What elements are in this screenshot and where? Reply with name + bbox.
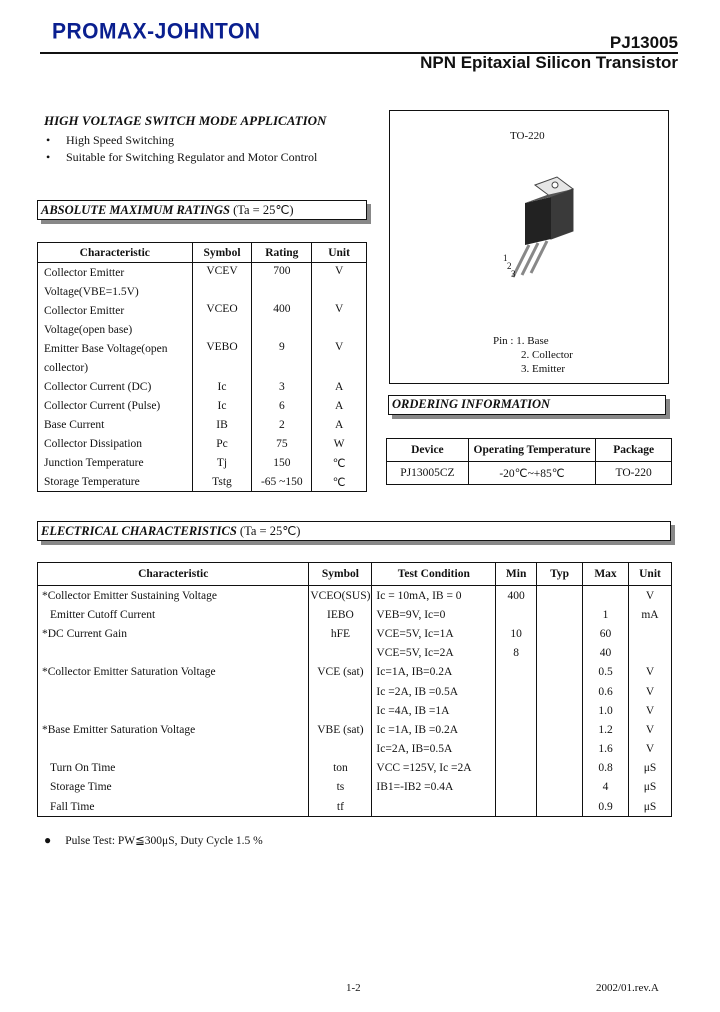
pin-list-3: 3. Emitter	[521, 363, 565, 375]
cell-symbol: VBE (sat)	[309, 720, 372, 739]
table-row	[38, 339, 367, 358]
table-row	[38, 586, 672, 606]
cell-condition: VCE=5V, Ic=1A	[372, 624, 496, 643]
cell-symbol: VEBO	[192, 339, 252, 377]
cell-condition: Ic=2A, IB=0.5A	[372, 740, 496, 759]
cell-rating: 6	[252, 396, 312, 415]
cell-unit: A	[312, 415, 367, 434]
cell-min	[496, 701, 537, 720]
cell-unit: A	[312, 377, 367, 396]
abs-max-cond: (Ta = 25℃)	[233, 203, 294, 217]
table-row	[38, 263, 367, 283]
col-unit: Unit	[312, 243, 367, 263]
cell-unit: V	[312, 263, 367, 302]
cell-unit: V	[628, 701, 671, 720]
cell-min	[496, 720, 537, 739]
col-typ: Typ	[537, 563, 583, 586]
cell-char: Collector Dissipation	[44, 437, 143, 450]
cell-symbol: ton	[309, 759, 372, 778]
elec-title: ELECTRICAL CHARACTERISTICS	[41, 524, 237, 538]
cell-condition: Ic =2A, IB =0.5A	[372, 682, 496, 701]
table-row	[38, 453, 367, 472]
col-operating-temperature: Operating Temperature	[468, 439, 595, 462]
cell-unit: ℃	[312, 453, 367, 472]
ordering-section-header	[388, 395, 666, 415]
elec-table-body	[38, 586, 672, 817]
cell-max: 4	[583, 778, 629, 797]
cell-char: Voltage(open base)	[44, 323, 133, 336]
pin-list-2: 2. Collector	[521, 349, 573, 361]
cell-unit: V	[628, 586, 671, 606]
cell-symbol	[309, 644, 372, 663]
cell-char: Collector Current (Pulse)	[44, 399, 161, 412]
cell-unit: V	[628, 682, 671, 701]
elec-cond: (Ta = 25℃)	[239, 524, 301, 538]
table-row	[38, 415, 367, 434]
abs-max-title-wrap	[41, 202, 294, 218]
part-number: PJ13005	[609, 33, 678, 52]
cell-temperature: -20℃~+85℃	[468, 462, 595, 485]
cell-unit: A	[312, 396, 367, 415]
col-max: Max	[583, 563, 629, 586]
cell-symbol: IEBO	[309, 605, 372, 624]
cell-rating: 400	[252, 301, 312, 339]
cell-typ	[537, 720, 583, 739]
cell-symbol	[309, 740, 372, 759]
application-title: HIGH VOLTAGE SWITCH MODE APPLICATION	[44, 113, 327, 128]
cell-min: 8	[496, 644, 537, 663]
cell-max: 0.8	[583, 759, 629, 778]
cell-symbol: Ic	[192, 396, 252, 415]
cell-condition: VEB=9V, Ic=0	[372, 605, 496, 624]
table-row	[38, 701, 672, 720]
cell-unit: μS	[628, 778, 671, 797]
table-row	[38, 797, 672, 817]
cell-max: 1.6	[583, 740, 629, 759]
cell-unit	[628, 624, 671, 643]
cell-rating: 75	[252, 434, 312, 453]
cell-char: Voltage(VBE=1.5V)	[44, 285, 139, 298]
cell-unit: W	[312, 434, 367, 453]
cell-char: Collector Current (DC)	[44, 380, 152, 393]
cell-symbol: VCEV	[192, 263, 252, 302]
cell-symbol: VCE (sat)	[309, 663, 372, 682]
bullet-text: High Speed Switching	[66, 133, 174, 147]
table-row	[38, 377, 367, 396]
cell-char: Fall Time	[50, 800, 95, 813]
cell-max	[583, 586, 629, 606]
cell-char: Emitter Base Voltage(open	[44, 342, 168, 355]
cell-min: 10	[496, 624, 537, 643]
table-row	[38, 434, 367, 453]
bullet-text: Suitable for Switching Regulator and Motor Control	[66, 150, 318, 164]
table-row	[38, 682, 672, 701]
pulse-test-text: Pulse Test: PW≦300μS, Duty Cycle 1.5 %	[65, 835, 263, 847]
cell-unit: μS	[628, 759, 671, 778]
bullet-icon: •	[46, 133, 51, 147]
cell-char: collector)	[44, 361, 89, 374]
cell-symbol: Pc	[192, 434, 252, 453]
cell-unit: μS	[628, 797, 671, 817]
cell-typ	[537, 605, 583, 624]
cell-condition: VCC =125V, Ic =2A	[372, 759, 496, 778]
cell-max: 0.6	[583, 682, 629, 701]
cell-typ	[537, 797, 583, 817]
package-name: TO-220	[510, 130, 545, 142]
ordering-table	[386, 438, 672, 485]
cell-symbol: Tstg	[192, 472, 252, 492]
cell-char: Junction Temperature	[44, 456, 144, 469]
cell-max: 0.9	[583, 797, 629, 817]
cell-min	[496, 605, 537, 624]
cell-char: *DC Current Gain	[42, 627, 127, 640]
cell-char: *Base Emitter Saturation Voltage	[42, 723, 196, 736]
cell-symbol: VCEO(SUS)	[309, 586, 372, 606]
col-characteristic: Characteristic	[38, 243, 193, 263]
col-symbol: Symbol	[309, 563, 372, 586]
cell-typ	[537, 663, 583, 682]
cell-char	[38, 682, 309, 701]
cell-max: 1	[583, 605, 629, 624]
cell-typ	[537, 682, 583, 701]
company-logo: PROMAX-JOHNTON	[52, 19, 261, 44]
cell-symbol: tf	[309, 797, 372, 817]
cell-min	[496, 682, 537, 701]
col-unit: Unit	[628, 563, 671, 586]
cell-min	[496, 797, 537, 817]
bullet-item	[46, 150, 317, 165]
abs-max-title: ABSOLUTE MAXIMUM RATINGS	[41, 203, 230, 217]
cell-unit: mA	[628, 605, 671, 624]
col-min: Min	[496, 563, 537, 586]
cell-typ	[537, 644, 583, 663]
cell-rating: 9	[252, 339, 312, 377]
cell-unit: V	[628, 740, 671, 759]
cell-unit: V	[312, 301, 367, 339]
cell-rating: 2	[252, 415, 312, 434]
pin-list-1: Pin : 1. Base	[493, 335, 549, 347]
cell-max: 1.2	[583, 720, 629, 739]
cell-char: *Collector Emitter Sustaining Voltage	[42, 589, 217, 602]
table-row	[38, 605, 672, 624]
col-characteristic: Characteristic	[38, 563, 309, 586]
package-drawing-box	[389, 110, 669, 384]
ordering-title: ORDERING INFORMATION	[392, 397, 551, 411]
pulse-test-note	[44, 833, 263, 848]
cell-package: TO-220	[596, 462, 672, 485]
bullet-icon: •	[46, 150, 51, 164]
cell-rating: 150	[252, 453, 312, 472]
cell-typ	[537, 701, 583, 720]
cell-typ	[537, 624, 583, 643]
cell-unit: V	[628, 663, 671, 682]
pin-number-1: 1	[503, 253, 508, 263]
cell-symbol: Ic	[192, 377, 252, 396]
table-row	[38, 396, 367, 415]
cell-min	[496, 740, 537, 759]
cell-char	[38, 701, 309, 720]
pin-number-2: 2	[507, 261, 512, 271]
col-package: Package	[596, 439, 672, 462]
cell-symbol: Tj	[192, 453, 252, 472]
cell-unit	[628, 644, 671, 663]
elec-section-header	[37, 521, 671, 541]
cell-max: 0.5	[583, 663, 629, 682]
table-row	[38, 663, 672, 682]
cell-unit: V	[628, 720, 671, 739]
cell-condition: Ic =1A, IB =0.2A	[372, 720, 496, 739]
cell-symbol	[309, 682, 372, 701]
cell-symbol	[309, 701, 372, 720]
cell-condition: Ic=1A, IB=0.2A	[372, 663, 496, 682]
cell-min	[496, 759, 537, 778]
cell-char: Collector Emitter	[44, 266, 125, 279]
cell-rating: 700	[252, 263, 312, 302]
cell-unit: ℃	[312, 472, 367, 492]
cell-max: 60	[583, 624, 629, 643]
table-row	[38, 472, 367, 492]
abs-max-section-header	[37, 200, 367, 220]
table-row	[38, 644, 672, 663]
elec-table	[37, 562, 672, 817]
cell-char: Storage Temperature	[44, 475, 140, 488]
elec-title-wrap	[41, 523, 300, 539]
revision: 2002/01.rev.A	[596, 982, 659, 994]
table-header-row	[38, 563, 672, 586]
col-device: Device	[387, 439, 469, 462]
table-row	[38, 740, 672, 759]
cell-device: PJ13005CZ	[387, 462, 469, 485]
table-header-row	[38, 243, 367, 263]
col-test-condition: Test Condition	[372, 563, 496, 586]
cell-condition: Ic =4A, IB =1A	[372, 701, 496, 720]
abs-max-table	[37, 242, 367, 492]
cell-char: Collector Emitter	[44, 304, 125, 317]
cell-char: *Collector Emitter Saturation Voltage	[42, 666, 216, 679]
cell-min: 400	[496, 586, 537, 606]
cell-condition: VCE=5V, Ic=2A	[372, 644, 496, 663]
cell-symbol: IB	[192, 415, 252, 434]
cell-char: Base Current	[44, 418, 105, 431]
cell-typ	[537, 740, 583, 759]
cell-char: Emitter Cutoff Current	[50, 608, 156, 621]
cell-rating: -65 ~150	[252, 472, 312, 492]
col-rating: Rating	[252, 243, 312, 263]
cell-typ	[537, 759, 583, 778]
cell-char	[38, 740, 309, 759]
cell-char: Storage Time	[50, 781, 112, 794]
page-title: NPN Epitaxial Silicon Transistor	[420, 53, 678, 72]
cell-min	[496, 778, 537, 797]
cell-typ	[537, 778, 583, 797]
cell-max: 40	[583, 644, 629, 663]
table-row	[38, 720, 672, 739]
table-row	[38, 759, 672, 778]
cell-symbol: VCEO	[192, 301, 252, 339]
cell-condition	[372, 797, 496, 817]
cell-max: 1.0	[583, 701, 629, 720]
pin-number-3: 3	[511, 269, 516, 279]
bullet-icon: ●	[44, 833, 52, 847]
cell-typ	[537, 586, 583, 606]
cell-symbol: ts	[309, 778, 372, 797]
table-header-row	[387, 439, 672, 462]
cell-rating: 3	[252, 377, 312, 396]
cell-min	[496, 663, 537, 682]
cell-char: Turn On Time	[50, 762, 116, 775]
page-number: 1-2	[346, 982, 361, 994]
cell-unit: V	[312, 339, 367, 377]
col-symbol: Symbol	[192, 243, 252, 263]
cell-condition: Ic = 10mA, IB = 0	[372, 586, 496, 606]
cell-char	[38, 644, 309, 663]
cell-condition: IB1=-IB2 =0.4A	[372, 778, 496, 797]
table-row	[38, 778, 672, 797]
table-row	[38, 624, 672, 643]
table-row	[38, 301, 367, 320]
cell-symbol: hFE	[309, 624, 372, 643]
bullet-item	[46, 133, 174, 148]
table-row	[387, 462, 672, 485]
